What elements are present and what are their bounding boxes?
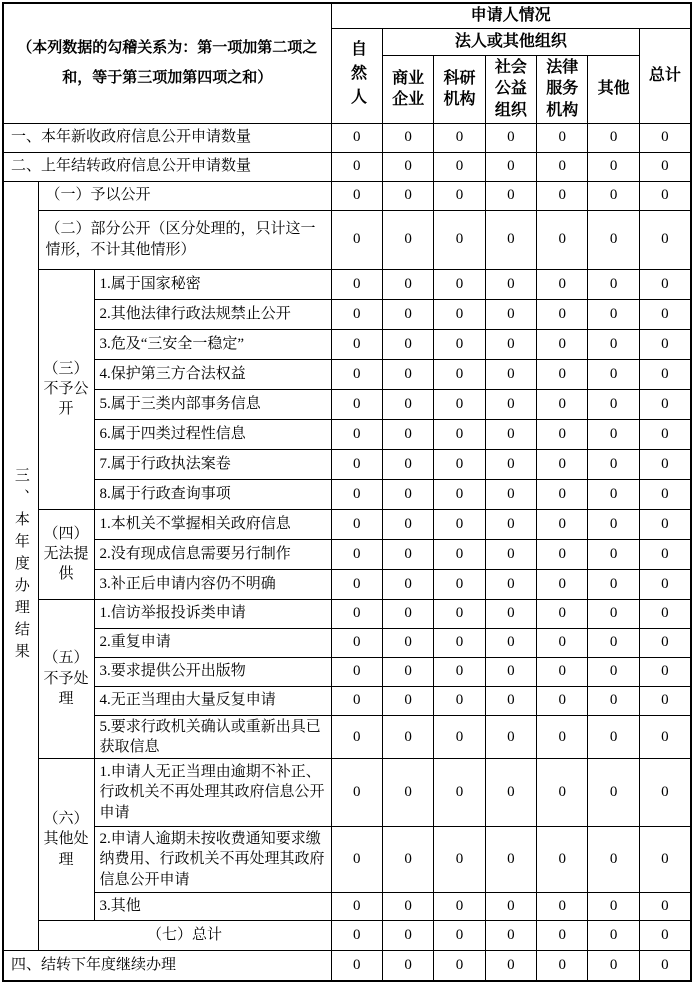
row-label-state-secret: 1.属于国家秘密 — [94, 269, 331, 299]
data-cell: 0 — [331, 210, 382, 269]
header-row-1 — [3, 3, 691, 28]
data-cell: 0 — [331, 921, 382, 951]
data-cell: 0 — [639, 123, 690, 152]
data-cell: 0 — [485, 759, 536, 827]
category-label-other-handling: （六）其他处理 — [38, 759, 94, 921]
data-cell: 0 — [588, 893, 639, 921]
data-cell: 0 — [331, 509, 382, 539]
data-cell: 0 — [434, 389, 485, 419]
data-cell: 0 — [331, 449, 382, 479]
data-cell: 0 — [639, 181, 690, 210]
data-cell: 0 — [485, 628, 536, 657]
data-cell: 0 — [588, 299, 639, 329]
table-row — [3, 893, 691, 921]
col-header-commercial-enterprise: 商业企业 — [382, 55, 433, 123]
table-row — [3, 657, 691, 686]
data-cell: 0 — [639, 686, 690, 715]
data-cell: 0 — [588, 329, 639, 359]
data-cell: 0 — [485, 509, 536, 539]
data-cell: 0 — [331, 759, 382, 827]
data-cell: 0 — [485, 827, 536, 893]
table-row — [3, 509, 691, 539]
data-cell: 0 — [434, 893, 485, 921]
data-cell: 0 — [382, 951, 433, 981]
data-cell: 0 — [639, 152, 690, 181]
table-row — [3, 123, 691, 152]
data-cell: 0 — [485, 329, 536, 359]
data-cell: 0 — [485, 210, 536, 269]
data-cell: 0 — [537, 123, 588, 152]
table-row — [3, 599, 691, 628]
data-cell: 0 — [434, 715, 485, 759]
row-label-enforcement-files: 7.属于行政执法案卷 — [94, 449, 331, 479]
data-cell: 0 — [537, 657, 588, 686]
data-cell: 0 — [588, 827, 639, 893]
data-cell: 0 — [639, 951, 690, 981]
data-cell: 0 — [588, 389, 639, 419]
data-cell: 0 — [588, 449, 639, 479]
data-cell: 0 — [588, 509, 639, 539]
data-cell: 0 — [639, 269, 690, 299]
data-cell: 0 — [537, 509, 588, 539]
data-cell: 0 — [331, 951, 382, 981]
data-cell: 0 — [537, 269, 588, 299]
data-cell: 0 — [588, 599, 639, 628]
data-cell: 0 — [485, 715, 536, 759]
row-label-overdue-fee-unpaid: 2.申请人逾期未按收费通知要求缴纳费用、行政机关不再处理其政府信息公开申请 — [94, 827, 331, 893]
data-cell: 0 — [485, 359, 536, 389]
data-cell: 0 — [331, 539, 382, 569]
data-cell: 0 — [382, 123, 433, 152]
data-cell: 0 — [382, 628, 433, 657]
data-cell: 0 — [485, 269, 536, 299]
data-cell: 0 — [639, 628, 690, 657]
data-cell: 0 — [434, 152, 485, 181]
data-cell: 0 — [588, 152, 639, 181]
row-label-published-materials: 3.要求提供公开出版物 — [94, 657, 331, 686]
table-row — [3, 715, 691, 759]
row-label-internal-affairs-info: 5.属于三类内部事务信息 — [94, 389, 331, 419]
data-cell: 0 — [434, 449, 485, 479]
data-cell: 0 — [382, 299, 433, 329]
data-cell: 0 — [331, 123, 382, 152]
data-cell: 0 — [434, 359, 485, 389]
data-cell: 0 — [485, 686, 536, 715]
disclosure-request-table — [2, 2, 692, 982]
data-cell: 0 — [639, 715, 690, 759]
data-cell: 0 — [485, 893, 536, 921]
data-cell: 0 — [588, 715, 639, 759]
data-cell: 0 — [382, 921, 433, 951]
data-cell: 0 — [588, 181, 639, 210]
category-label-unable-to-provide: （四）无法提供 — [38, 509, 94, 599]
data-cell: 0 — [331, 479, 382, 509]
data-cell: 0 — [382, 539, 433, 569]
table-row — [3, 759, 691, 827]
data-cell: 0 — [639, 893, 690, 921]
data-cell: 0 — [331, 299, 382, 329]
data-cell: 0 — [331, 569, 382, 599]
row-label-third-party-rights: 4.保护第三方合法权益 — [94, 359, 331, 389]
data-cell: 0 — [382, 569, 433, 599]
col-header-legal-service-org: 法律服务机构 — [537, 55, 588, 123]
data-cell: 0 — [485, 657, 536, 686]
table-row — [3, 210, 691, 269]
row-label-process-info: 6.属于四类过程性信息 — [94, 419, 331, 449]
table-row — [3, 419, 691, 449]
data-cell: 0 — [331, 359, 382, 389]
data-cell: 0 — [537, 715, 588, 759]
data-cell: 0 — [382, 449, 433, 479]
data-cell: 0 — [537, 359, 588, 389]
row-label-info-not-held: 1.本机关不掌握相关政府信息 — [94, 509, 331, 539]
table-row — [3, 921, 691, 951]
data-cell: 0 — [382, 479, 433, 509]
data-cell: 0 — [434, 686, 485, 715]
data-cell: 0 — [639, 827, 690, 893]
data-cell: 0 — [434, 539, 485, 569]
row-label-repeated-requests: 2.重复申请 — [94, 628, 331, 657]
table-row — [3, 449, 691, 479]
data-cell: 0 — [434, 599, 485, 628]
data-cell: 0 — [382, 210, 433, 269]
data-cell: 0 — [639, 759, 690, 827]
data-cell: 0 — [434, 329, 485, 359]
data-cell: 0 — [588, 628, 639, 657]
row-label-overdue-no-correction: 1.申请人无正当理由逾期不补正、行政机关不再处理其政府信息公开申请 — [94, 759, 331, 827]
data-cell: 0 — [331, 181, 382, 210]
data-cell: 0 — [331, 686, 382, 715]
data-cell: 0 — [537, 893, 588, 921]
data-cell: 0 — [434, 827, 485, 893]
row-label-new-requests: 一、本年新收政府信息公开申请数量 — [3, 123, 331, 152]
data-cell: 0 — [588, 479, 639, 509]
table-row — [3, 329, 691, 359]
data-cell: 0 — [382, 715, 433, 759]
row-label-admin-query-matters: 8.属于行政查询事项 — [94, 479, 331, 509]
table-row — [3, 181, 691, 210]
section-label-annual-results: 三、本年度办理结果 — [3, 181, 38, 951]
col-header-total: 总计 — [639, 28, 690, 123]
data-cell: 0 — [434, 479, 485, 509]
data-cell: 0 — [382, 269, 433, 299]
data-cell: 0 — [331, 269, 382, 299]
row-label-needs-separate-production: 2.没有现成信息需要另行制作 — [94, 539, 331, 569]
data-cell: 0 — [588, 210, 639, 269]
data-cell: 0 — [537, 628, 588, 657]
data-cell: 0 — [537, 539, 588, 569]
data-cell: 0 — [434, 210, 485, 269]
data-cell: 0 — [639, 539, 690, 569]
data-cell: 0 — [537, 389, 588, 419]
table-row — [3, 539, 691, 569]
table-row — [3, 569, 691, 599]
data-cell: 0 — [537, 152, 588, 181]
data-cell: 0 — [382, 893, 433, 921]
data-cell: 0 — [588, 657, 639, 686]
data-cell: 0 — [639, 419, 690, 449]
data-cell: 0 — [639, 599, 690, 628]
data-cell: 0 — [537, 210, 588, 269]
data-cell: 0 — [434, 269, 485, 299]
corner-note: （本列数据的勾稽关系为：第一项加第二项之和，等于第三项加第四项之和） — [3, 3, 331, 123]
data-cell: 0 — [331, 657, 382, 686]
data-cell: 0 — [537, 921, 588, 951]
data-cell: 0 — [331, 827, 382, 893]
table-row — [3, 479, 691, 509]
data-cell: 0 — [485, 299, 536, 329]
data-cell: 0 — [485, 449, 536, 479]
row-label-other-laws-prohibit: 2.其他法律行政法规禁止公开 — [94, 299, 331, 329]
data-cell: 0 — [434, 181, 485, 210]
data-cell: 0 — [382, 759, 433, 827]
data-cell: 0 — [382, 329, 433, 359]
row-label-other: 3.其他 — [94, 893, 331, 921]
data-cell: 0 — [537, 686, 588, 715]
data-cell: 0 — [485, 951, 536, 981]
data-cell: 0 — [639, 210, 690, 269]
data-cell: 0 — [382, 359, 433, 389]
data-cell: 0 — [485, 569, 536, 599]
data-cell: 0 — [639, 509, 690, 539]
data-cell: 0 — [382, 181, 433, 210]
data-cell: 0 — [537, 759, 588, 827]
data-cell: 0 — [485, 479, 536, 509]
data-cell: 0 — [434, 419, 485, 449]
data-cell: 0 — [331, 893, 382, 921]
data-cell: 0 — [485, 123, 536, 152]
data-cell: 0 — [537, 329, 588, 359]
data-cell: 0 — [588, 686, 639, 715]
data-cell: 0 — [639, 921, 690, 951]
data-cell: 0 — [382, 509, 433, 539]
category-label-not-processed: （五）不予处理 — [38, 599, 94, 759]
row-label-carried-over-requests: 二、上年结转政府信息公开申请数量 — [3, 152, 331, 181]
table-row — [3, 359, 691, 389]
data-cell: 0 — [588, 759, 639, 827]
data-cell: 0 — [434, 657, 485, 686]
data-cell: 0 — [382, 599, 433, 628]
table-row — [3, 686, 691, 715]
col-header-natural-person: 自然人 — [331, 28, 382, 123]
data-cell: 0 — [331, 715, 382, 759]
col-header-other-org: 其他 — [588, 55, 639, 123]
data-cell: 0 — [588, 419, 639, 449]
data-cell: 0 — [331, 419, 382, 449]
data-cell: 0 — [588, 951, 639, 981]
data-cell: 0 — [485, 921, 536, 951]
data-cell: 0 — [588, 269, 639, 299]
category-label-nondisclosure: （三）不予公开 — [38, 269, 94, 509]
data-cell: 0 — [382, 686, 433, 715]
table-row — [3, 951, 691, 981]
data-cell: 0 — [537, 299, 588, 329]
row-label-endanger-security-stability: 3.危及“三安全一稳定” — [94, 329, 331, 359]
data-cell: 0 — [382, 419, 433, 449]
data-cell: 0 — [434, 921, 485, 951]
data-cell: 0 — [434, 299, 485, 329]
data-cell: 0 — [588, 569, 639, 599]
row-label-granted-disclosure: （一）予以公开 — [38, 181, 331, 210]
col-header-public-welfare-org: 社会公益组织 — [485, 55, 536, 123]
data-cell: 0 — [485, 181, 536, 210]
data-cell: 0 — [434, 123, 485, 152]
row-label-partial-disclosure: （二）部分公开（区分处理的，只计这一情形，不计其他情形） — [38, 210, 331, 269]
data-cell: 0 — [331, 628, 382, 657]
data-cell: 0 — [434, 628, 485, 657]
data-cell: 0 — [639, 569, 690, 599]
data-cell: 0 — [331, 599, 382, 628]
table-row — [3, 299, 691, 329]
data-cell: 0 — [485, 389, 536, 419]
data-cell: 0 — [485, 152, 536, 181]
data-cell: 0 — [537, 569, 588, 599]
data-cell: 0 — [588, 359, 639, 389]
data-cell: 0 — [485, 599, 536, 628]
table-row — [3, 827, 691, 893]
data-cell: 0 — [639, 359, 690, 389]
row-label-carry-forward-next-year: 四、结转下年度继续办理 — [3, 951, 331, 981]
data-cell: 0 — [588, 123, 639, 152]
row-label-still-unclear-after-correction: 3.补正后申请内容仍不明确 — [94, 569, 331, 599]
data-cell: 0 — [434, 759, 485, 827]
data-cell: 0 — [382, 152, 433, 181]
data-cell: 0 — [331, 329, 382, 359]
row-label-subtotal: （七）总计 — [38, 921, 331, 951]
data-cell: 0 — [639, 389, 690, 419]
data-cell: 0 — [537, 181, 588, 210]
data-cell: 0 — [639, 449, 690, 479]
data-cell: 0 — [537, 827, 588, 893]
data-cell: 0 — [537, 599, 588, 628]
data-cell: 0 — [639, 299, 690, 329]
row-label-petition-complaint-requests: 1.信访举报投诉类申请 — [94, 599, 331, 628]
col-header-research-institution: 科研机构 — [434, 55, 485, 123]
data-cell: 0 — [434, 509, 485, 539]
data-cell: 0 — [588, 921, 639, 951]
table-row — [3, 628, 691, 657]
data-cell: 0 — [537, 449, 588, 479]
data-cell: 0 — [434, 569, 485, 599]
data-cell: 0 — [382, 657, 433, 686]
data-cell: 0 — [537, 419, 588, 449]
data-cell: 0 — [331, 389, 382, 419]
data-cell: 0 — [434, 951, 485, 981]
data-cell: 0 — [331, 152, 382, 181]
col-header-applicant-situation: 申请人情况 — [331, 3, 691, 28]
data-cell: 0 — [382, 827, 433, 893]
data-cell: 0 — [485, 419, 536, 449]
data-cell: 0 — [485, 539, 536, 569]
col-header-legal-org: 法人或其他组织 — [382, 28, 639, 55]
table-row — [3, 152, 691, 181]
data-cell: 0 — [382, 389, 433, 419]
data-cell: 0 — [639, 329, 690, 359]
data-cell: 0 — [639, 479, 690, 509]
row-label-confirm-or-reissue-info: 5.要求行政机关确认或重新出具已获取信息 — [94, 715, 331, 759]
table-row — [3, 389, 691, 419]
data-cell: 0 — [588, 539, 639, 569]
data-cell: 0 — [639, 657, 690, 686]
row-label-unjustified-mass-requests: 4.无正当理由大量反复申请 — [94, 686, 331, 715]
table-row — [3, 269, 691, 299]
data-cell: 0 — [537, 951, 588, 981]
data-cell: 0 — [537, 479, 588, 509]
